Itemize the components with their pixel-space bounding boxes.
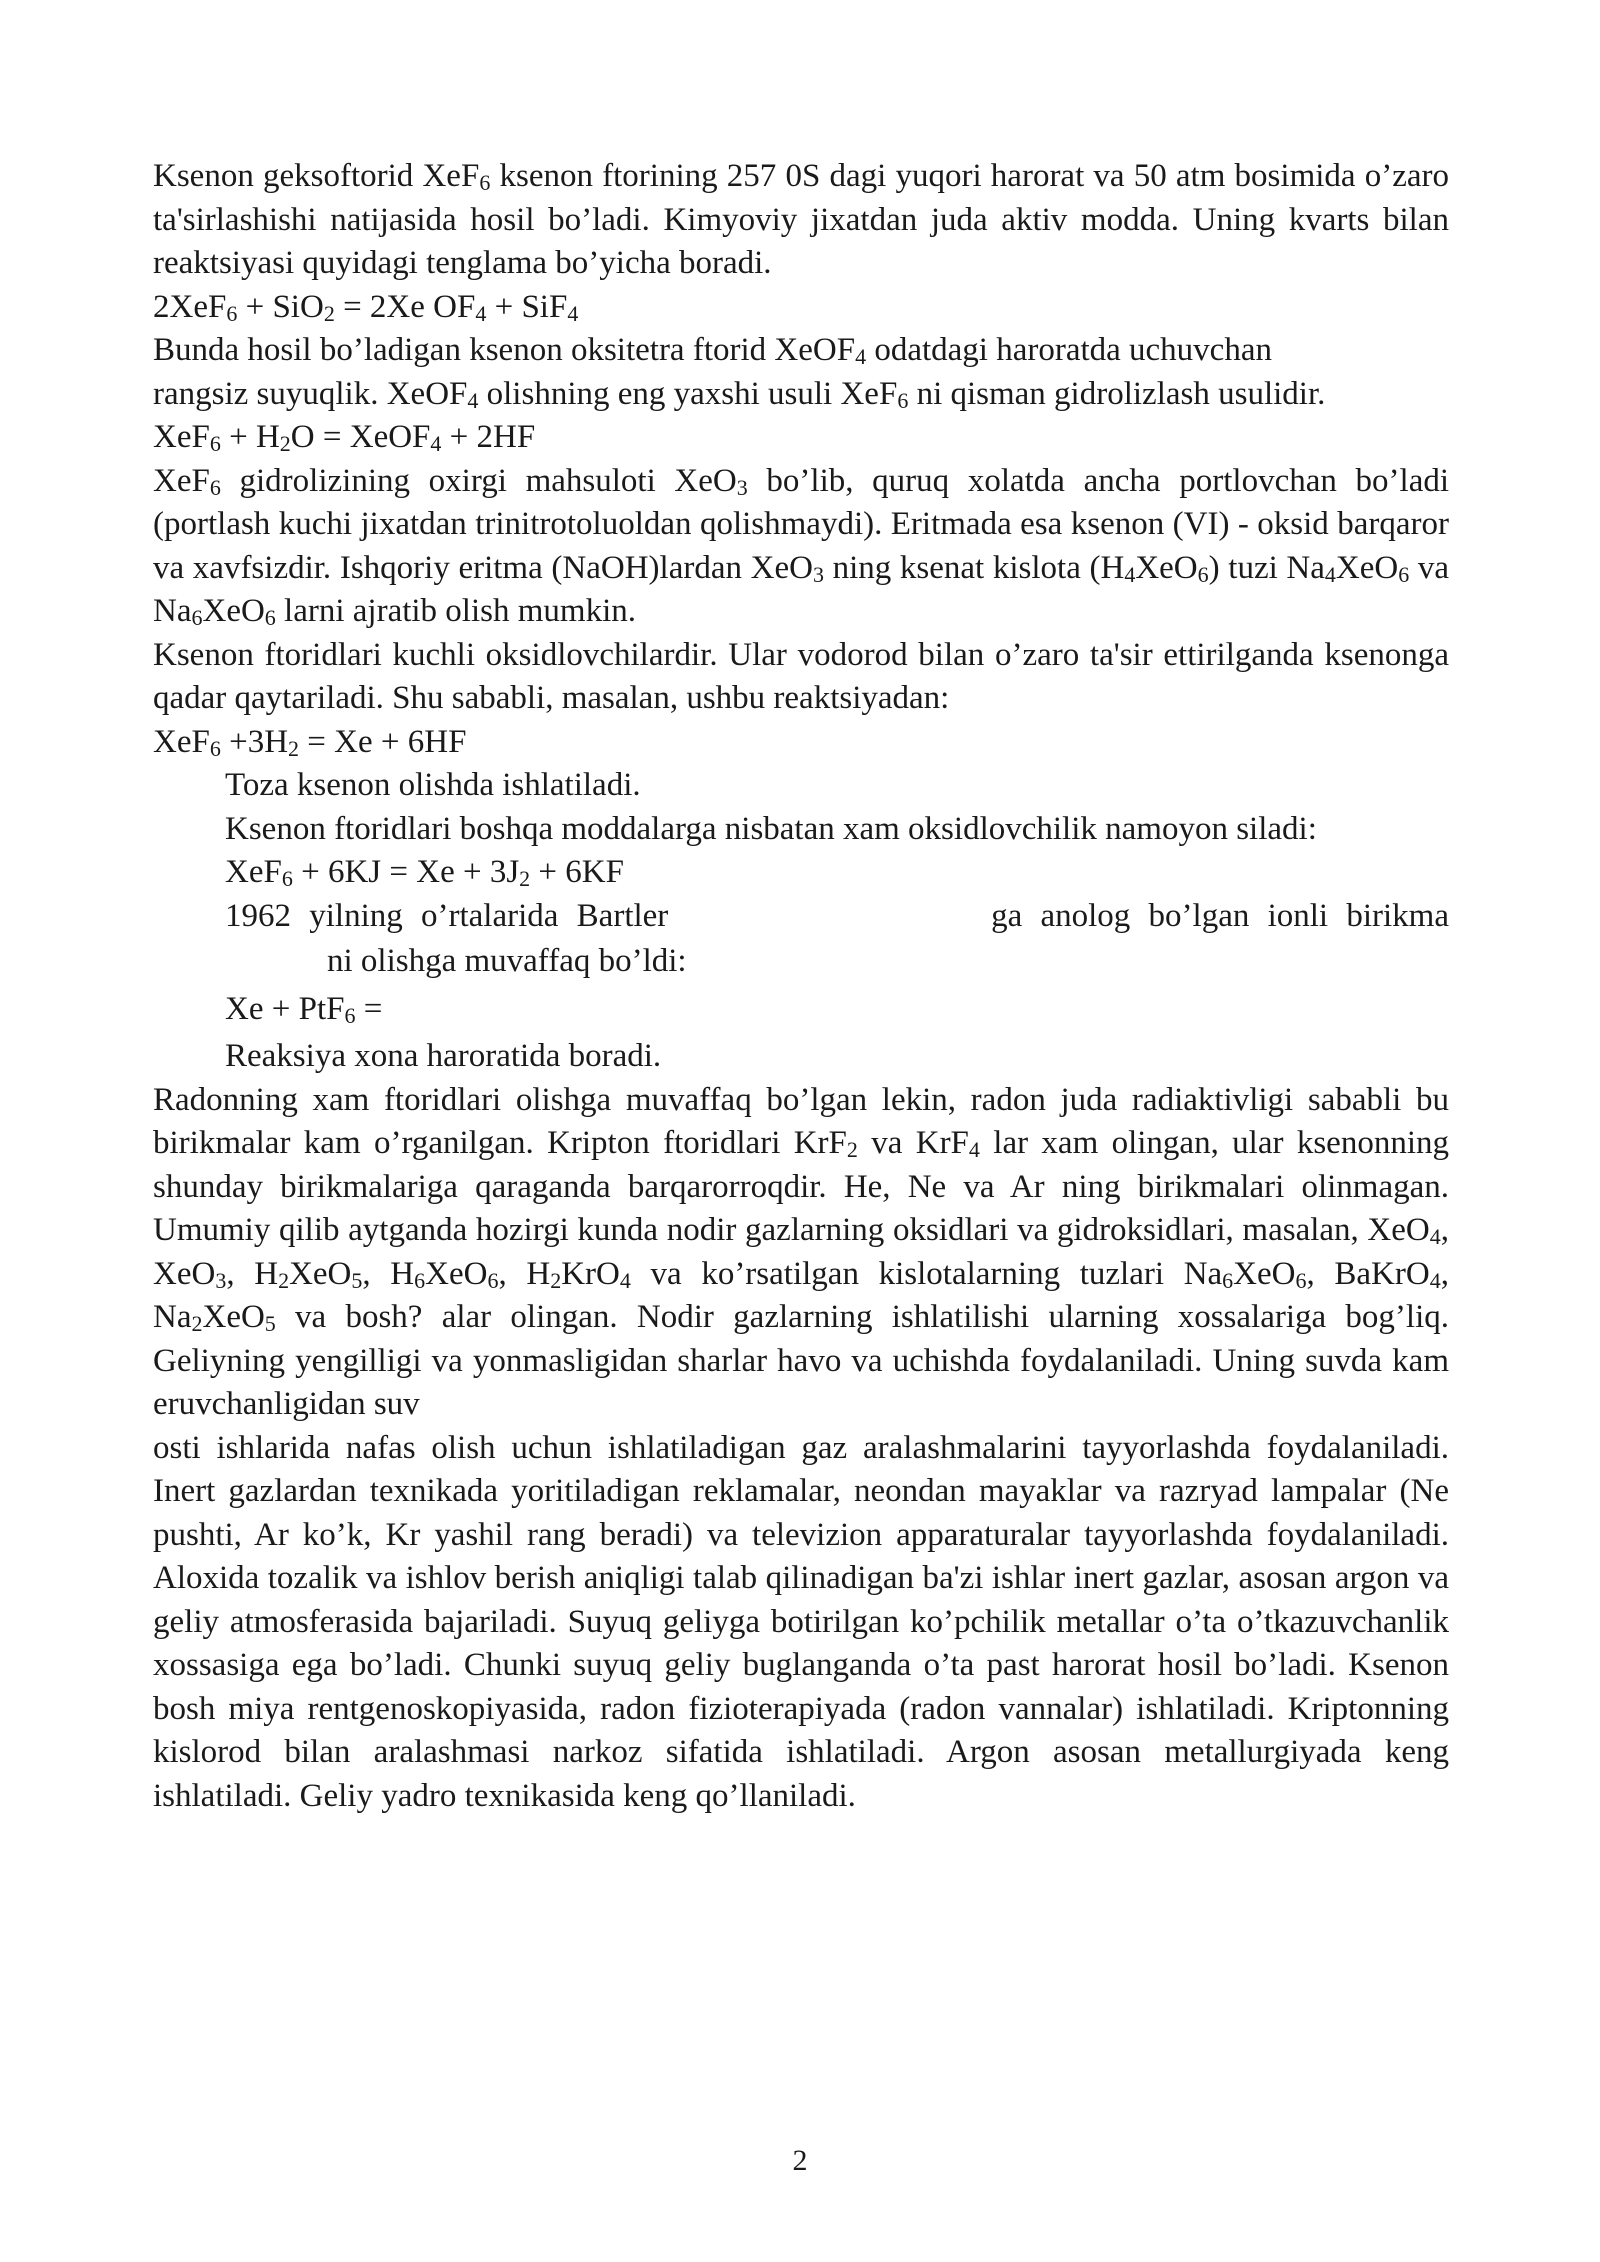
text-segment: Ksenon geksoftorid XeF	[153, 158, 480, 194]
paragraph-oxidizing-properties: Ksenon ftoridlari boshqa moddalarga nisbatan xam oksidlovchilik namoyon siladi:	[225, 810, 1317, 847]
paragraph-xenon-hexafluoride	[153, 155, 1449, 286]
paragraph-oxidizers: Ksenon ftoridlari kuchli oksidlovchilardir. Ular vodorod bilan o’zaro ta'sir ettirilganda ksenonga qadar qaytariladi. Shu sababli, masalan, ushbu reaktsiyadan:	[153, 636, 1449, 716]
paragraph-bartlett: 1962 yilning o’rtalarida Bartler ga anolog bo’lgan ionli birikma	[225, 897, 1449, 934]
paragraph-hydrolysis: XeF$_6$ gidrolizining oxirgi mahsuloti XeO$_3$ bo’lib, quruq xolatda ancha portlovchan bo’ladi (portlash kuchi jixatdan trinitrotoluoldan qolishmaydi). Eritmada esa ksenon (VI) - oksid barqaror va xavfsizdir. Ishqoriy eritma (NaOH)lardan XeO$_3$ ning ksenat kislota $(H_4XeO_6)$ tuzi $Na_4XeO_6$ va $Na_6XeO_6$ larni ajratib olish mumkin.	[153, 462, 1450, 630]
paragraph-xeof4-line1: Bunda hosil bo’ladigan ksenon oksitetra ftorid XeOF$_4$ odatdagi haroratda uchuvchan	[153, 332, 1272, 369]
equation-1: 2XeF$_6$ + SiO$_2$ = 2Xe $OF_4 + SiF_4$	[153, 288, 579, 326]
paragraph-pure-xenon: Toza ksenon olishda ishlatiladi.	[225, 767, 641, 803]
paragraph-bartlett-continued: ni olishga muvaffaq bo’ldi:	[327, 943, 687, 979]
text-segment: ksenon ftorining 257 0S dagi yuqori harorat va 50 atm bosimida o’zaro ta'sirlashishi natijasida hosil bo’ladi. Kimyoviy jixatdan juda aktiv modda. Uning kvarts bilan reaktsiyasi quyidagi tenglama bo’yicha boradi.	[153, 158, 1449, 281]
equation-4: $XeF_6 + 6KJ = Xe + 3J_2 + 6KF$	[225, 854, 624, 891]
paragraph-applications: osti ishlarida nafas olish uchun ishlatiladigan gaz aralashmalarini tayyorlashda foydalaniladi. Inert gazlardan texnikada yoritiladigan reklamalar, neondan mayaklar va razryad lampalar (Ne pushti, Ar ko’k, Kr yashil rang beradi) va televizion apparaturalar tayyorlashda foydalaniladi. Aloxida tozalik va ishlov berish aniqligi talab qilinadigan ba'zi ishlar inert gazlar, asosan argon va geliy atmosferasida bajariladi. Suyuq geliyga botirilgan ko’pchilik metallar o’ta o’tkazuvchanlik xossasiga ega bo’ladi. Chunki suyuq geliy buglanganda o’ta past harorat hosil bo’ladi. Ksenon bosh miya rentgenoskopiyasida, radon fizioterapiyada (radon vannalar) ishlatiladi. Kriptonning kislorod bilan aralashmasi narkoz sifatida ishlatiladi. Argon asosan metallurgiyada keng ishlatiladi. Geliy yadro texnikasida keng qo’llaniladi.	[153, 1429, 1449, 1814]
equation-5: Xe + PtF$_6$ =	[225, 990, 383, 1028]
paragraph-reaction-room-temp: Reaksiya xona haroratida boradi.	[225, 1038, 662, 1074]
paragraph-xeof4-rest: rangsiz suyuqlik. XeOF$_4$ olishning eng yaxshi usuli XeF$_6$ ni qisman gidrolizlash usulidir.	[153, 375, 1326, 413]
subscript: 6	[479, 170, 491, 195]
page-number: 2	[792, 2144, 808, 2177]
equation-3: $XeF_6 +3H_2 = Xe + 6HF$	[153, 723, 467, 761]
page-body	[153, 155, 1449, 1818]
paragraph-radon-krypton: Radonning xam ftoridlari olishga muvaffaq bo’lgan lekin, radon juda radiaktivligi sababli bu birikmalar kam o’rganilgan. Kripton ftoridlari KrF$_2$ va KrF$_4$ lar xam olingan, ular ksenonning shunday birikmalariga qaraganda barqarorroqdir. He, Ne va Ar ning birikmalari olinmagan. Umumiy qilib aytganda hozirgi kunda nodir gazlarning oksidlari va gidroksidlari, masalan, XeO$_4$, XeO$_3$, $H_2XeO_5$, $H_6XeO_6$, $H_2KrO_4$ va ko’rsatilgan kislotalarning tuzlari $Na_6XeO_6$, BaKrO$_4$, $Na_2XeO_5$ va bosh? alar olingan. Nodir gazlarning ishlatilishi ularning xossalariga bog’liq. Geliyning yengilligi va yonmasligidan sharlar havo va uchishda foydalaniladi. Uning suvda kam eruvchanligidan suv	[153, 1081, 1449, 1422]
equation-2: $XeF_6 + H_2O$ = XeOF$_4$ + 2HF	[153, 419, 536, 456]
